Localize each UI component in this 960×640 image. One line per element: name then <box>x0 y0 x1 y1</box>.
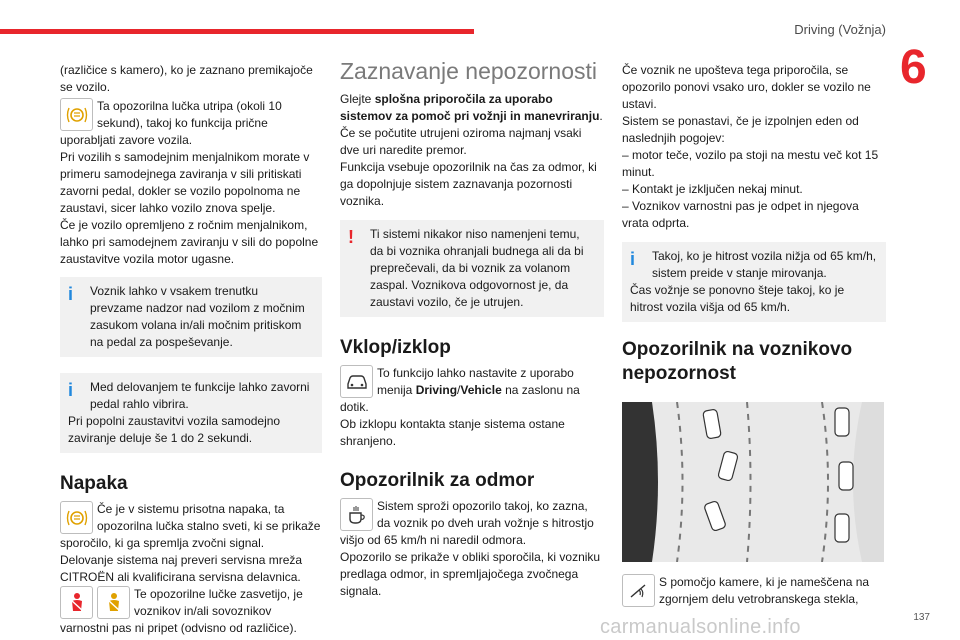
footer-watermark: carmanualsonline.info <box>600 616 801 638</box>
icon-paragraph-text: Če je v sistemu prisotna napaka, ta opozorilna lučka stalno sveti, ki se prikaže sporočilo, ki ga spremlja zvočni signal. <box>60 502 321 550</box>
road-illustration <box>622 402 884 562</box>
text-run: To funkcijo lahko nastavite z uporabo menija <box>377 366 574 397</box>
icon-paragraph <box>60 586 322 637</box>
info-text: Čas vožnje se ponovno šteje takoj, ko je hitrost vozila višja od 65 km/h. <box>630 283 845 314</box>
text-run: Glejte <box>340 92 375 106</box>
column-middle <box>340 58 604 600</box>
icon-paragraph <box>622 574 886 608</box>
column-right <box>622 62 886 608</box>
list-item: – motor teče, vozilo pa stoji na mestu več kot 15 minut. <box>622 148 879 179</box>
section-heading: Opozorilnik na voznikovo nepozornost <box>622 339 853 384</box>
car-settings-icon <box>340 365 373 398</box>
paragraph: Ob izklopu kontakta stanje sistema ostane shranjeno. <box>340 417 565 448</box>
section-title: Zaznavanje nepozornosti <box>340 58 597 84</box>
bold-text: splošna priporočila za uporabo sistemov za pomoč pri vožnji in manevriranju <box>340 92 600 123</box>
info-text: Takoj, ko je hitrost vozila nižja od 65 km/h, sistem preide v stanje mirovanja. <box>652 249 877 280</box>
info-text: Med delovanjem te funkcije lahko zavorni pedal rahlo vibrira. <box>90 380 310 411</box>
section-heading: Vklop/izklop <box>340 337 451 358</box>
paragraph: Sistem se ponastavi, če je izpolnjen eden od naslednjih pogojev: <box>622 114 859 145</box>
info-icon: i <box>68 284 74 304</box>
list-item: – Voznikov varnostni pas je odpet in njegova vrata odprta. <box>622 199 859 230</box>
paragraph: Če se počutite utrujeni oziroma najmanj vsaki dve uri naredite premor. <box>340 126 582 157</box>
paragraph: Pri vozilih s samodejnim menjalnikom morate v primeru samodejnega zaviranja v sili pritiskati zavorni pedal, dokler se vozilo popolnoma ne zaustavi, sicer lahko vozilo znova spelje. <box>60 150 310 215</box>
coffee-cup-icon <box>340 498 373 531</box>
paragraph: Opozorilo se prikaže v obliki sporočila, ki vozniku predlaga odmor, in spremljajočega zvočnega signala. <box>340 550 601 598</box>
icon-paragraph-text <box>340 365 604 416</box>
paragraph: Če je vozilo opremljeno z ročnim menjalnikom, lahko pri samodejnem zaviranju v sili do popolne zaustavitve vozila motor ugasne. <box>60 218 319 266</box>
camera-sensor-icon <box>622 574 655 607</box>
icon-paragraph-text: Ta opozorilna lučka utripa (okoli 10 sekund), takoj ko funkcija prične uporabljati zavore vozila. <box>60 99 282 147</box>
info-text: Pri popolni zaustavitvi vozila samodejno zaviranje deluje še 1 do 2 sekundi. <box>68 414 281 445</box>
info-box <box>622 242 886 322</box>
icon-paragraph <box>60 501 322 552</box>
info-box <box>60 373 322 453</box>
page-number: 137 <box>913 612 930 623</box>
paragraph: Če voznik ne upošteva tega priporočila, se opozorilo ponovi vsako uro, dokler se vozilo ne ustavi. <box>622 63 871 111</box>
icon-paragraph <box>60 98 322 149</box>
brake-warning-icon <box>60 501 93 534</box>
text-run: na zaslonu na dotik. <box>340 383 580 414</box>
menu-name: Driving <box>415 383 458 397</box>
chapter-number: 6 <box>900 41 927 94</box>
section-heading: Opozorilnik za odmor <box>340 470 535 491</box>
intro-text: (različice s kamero), ko je zaznano premikajoče se vozilo. <box>60 63 313 94</box>
menu-name: Vehicle <box>460 383 502 397</box>
header-accent-bar <box>0 29 474 34</box>
brake-warning-icon <box>60 98 93 131</box>
icon-paragraph <box>340 498 604 549</box>
column-left <box>60 62 322 637</box>
icon-paragraph <box>340 365 604 416</box>
warning-icon: ! <box>348 227 354 247</box>
warning-text: Ti sistemi nikakor niso namenjeni temu, da bi voznika ohranjali budnega ali da bi preprečevali, da bi voznik za volanom zaspal. Voznikova odgovornost je, da zaustavi vozilo, če je utrujen. <box>370 227 584 309</box>
paragraph <box>340 91 604 125</box>
info-text: Voznik lahko v vsakem trenutku prevzame nadzor nad vozilom z močnim zasukom volana in/ali močnim pritiskom na pedal za pospeševanje. <box>90 284 305 349</box>
icon-paragraph-text: Te opozorilne lučke zasvetijo, je voznikov in/ali sovoznikov varnostni pas ni pripet (odvisno od različice). <box>60 587 303 635</box>
info-box <box>60 277 322 357</box>
lane-drift-diagram <box>622 402 884 562</box>
icon-paragraph-text: Sistem sproži opozorilo takoj, ko zazna, da voznik po dveh urah vožnje s hitrostjo višjo od 65 km/h ni naredil odmora. <box>340 499 594 547</box>
info-icon: i <box>68 380 74 400</box>
warning-box <box>340 220 604 317</box>
text-run: / <box>457 383 461 397</box>
icon-paragraph-text: S pomočjo kamere, ki je nameščena na zgornjem delu vetrobranskega stekla, <box>659 575 870 606</box>
seatbelt-warning-icon <box>60 586 93 619</box>
list-item: – Kontakt je izključen nekaj minut. <box>622 182 803 196</box>
text-run: . <box>599 109 603 123</box>
info-icon: i <box>630 249 636 269</box>
passenger-seatbelt-icon <box>97 586 130 619</box>
icon-pair <box>60 586 130 619</box>
section-heading: Napaka <box>60 473 128 494</box>
paragraph: Funkcija vsebuje opozorilnik na čas za odmor, ki ga dopolnjuje sistem zaznavanja pozornosti voznika. <box>340 160 597 208</box>
paragraph: Delovanje sistema naj preveri servisna mreža CITROËN ali kvalificirana servisna delavnica. <box>60 553 303 584</box>
page-header-title: Driving (Vožnja) <box>794 22 886 37</box>
